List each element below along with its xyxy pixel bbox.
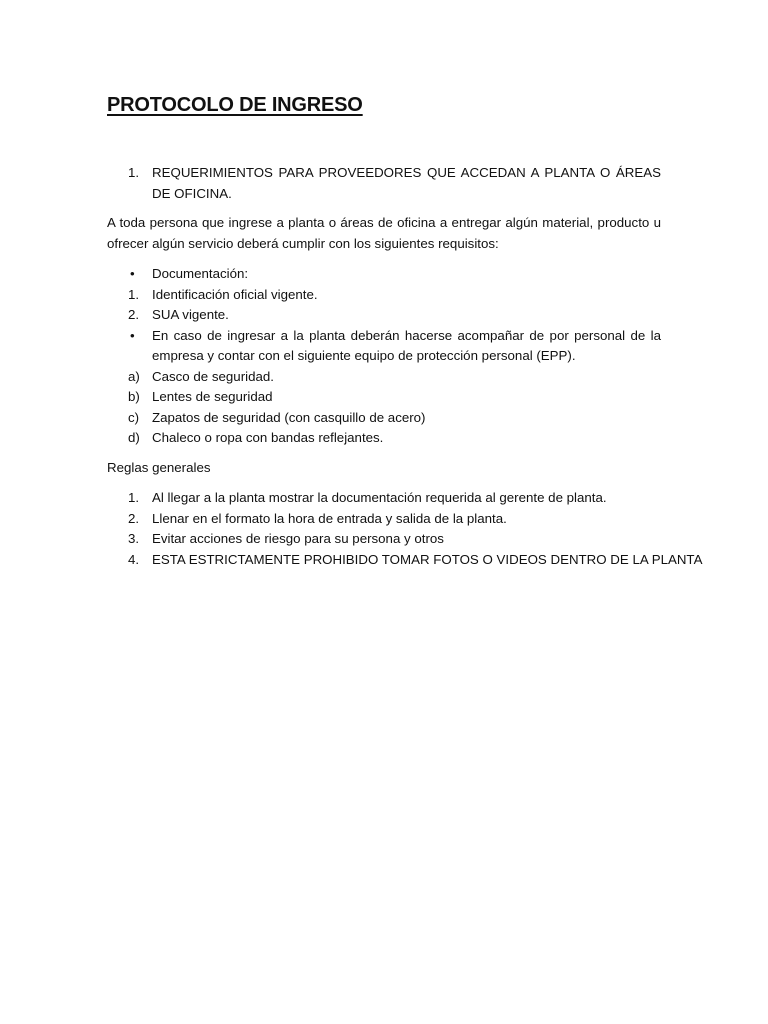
list-item [107, 550, 703, 571]
list-item [107, 529, 661, 550]
list-item-text: ESTA ESTRICTAMENTE PROHIBIDO TOMAR FOTOS O VIDEOS DENTRO DE LA PLANTA [152, 551, 703, 567]
list-marker: c) [128, 409, 140, 425]
list-marker: 1. [128, 490, 140, 505]
list-item-text: Llenar en el formato la hora de entrada y salida de la planta. [152, 510, 507, 526]
intro-paragraph: A toda persona que ingrese a planta o áreas de oficina a entregar algún material, producto u ofrecer algún servicio deberá cumplir con los siguientes requisitos: [107, 215, 661, 251]
list-marker: • [130, 266, 135, 281]
list-marker: 2. [128, 307, 140, 322]
list-item-text: SUA vigente. [152, 307, 229, 322]
list-marker: 2. [128, 510, 140, 526]
list-marker: b) [128, 389, 140, 404]
list-item [107, 488, 661, 509]
list-item [107, 264, 661, 285]
list-item [107, 367, 661, 388]
list-item-text: Lentes de seguridad [152, 389, 273, 404]
document-title: PROTOCOLO DE INGRESO [107, 94, 363, 116]
list-item-text: Evitar acciones de riesgo para su persona y otros [152, 531, 444, 546]
requirements-list [107, 264, 661, 449]
section-number: 1. [128, 165, 140, 180]
list-marker: 1. [128, 286, 140, 302]
list-item-text: Al llegar a la planta mostrar la documentación requerida al gerente de planta. [152, 490, 607, 505]
list-item [107, 408, 661, 429]
general-rules-heading: Reglas generales [107, 459, 211, 475]
list-item [107, 509, 661, 530]
document-body [107, 163, 703, 570]
list-item-text: Zapatos de seguridad (con casquillo de acero) [152, 409, 426, 425]
section-heading [107, 163, 661, 204]
list-item [107, 387, 661, 408]
list-item-text: Documentación: [152, 266, 249, 281]
list-item-text: En caso de ingresar a la planta deberán hacerse acompañar de por personal de la empresa y contar con el siguiente equipo de protección personal (EPP). [152, 327, 661, 363]
list-item [107, 285, 661, 306]
list-item [107, 326, 661, 367]
list-marker: 3. [128, 531, 140, 546]
list-marker: 4. [128, 551, 140, 567]
list-marker: • [130, 327, 135, 343]
list-item-text: Casco de seguridad. [152, 368, 274, 384]
list-item-text: Chaleco o ropa con bandas reflejantes. [152, 430, 384, 445]
list-marker: d) [128, 430, 140, 445]
list-marker: a) [128, 368, 140, 384]
section-heading-text: REQUERIMIENTOS PARA PROVEEDORES QUE ACCEDAN A PLANTA O ÁREAS DE OFICINA. [152, 165, 661, 201]
list-item [107, 305, 661, 326]
list-item [107, 428, 661, 449]
general-rules-list [107, 488, 703, 570]
list-item-text: Identificación oficial vigente. [152, 286, 318, 302]
